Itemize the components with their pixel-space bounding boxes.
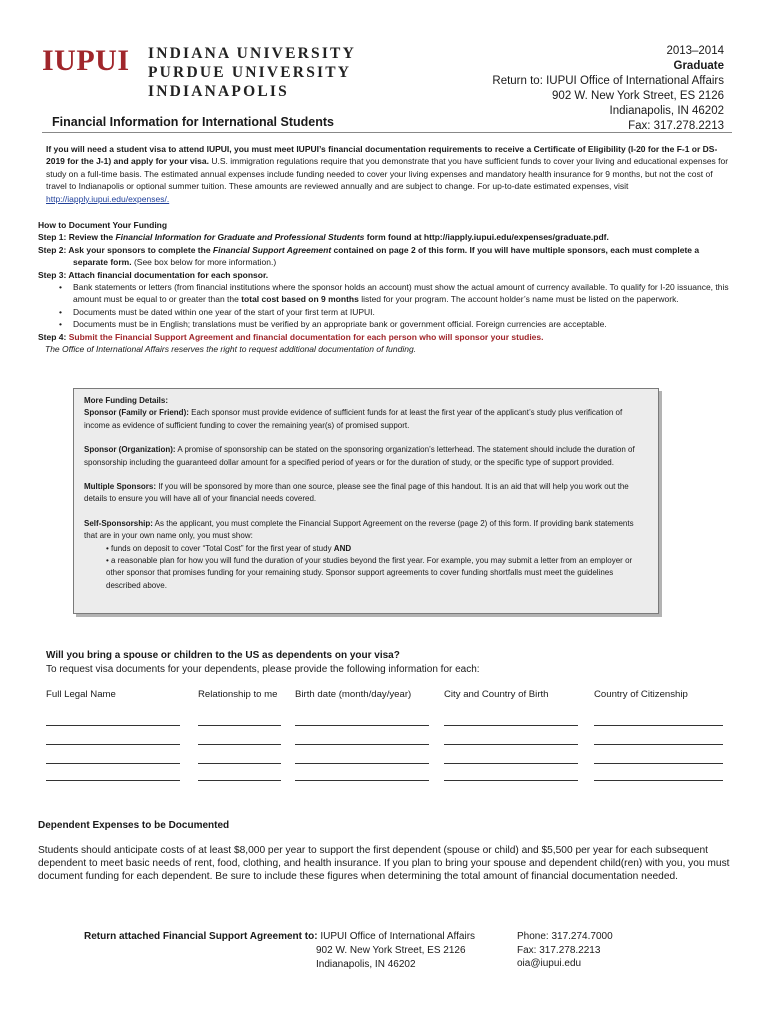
bullet-dated: • Documents must be dated within one year of the start of your first term at IUPUI. xyxy=(59,306,375,317)
col-full-legal-name: Full Legal Name xyxy=(46,689,116,700)
header-divider xyxy=(42,132,732,133)
col-birth-place: City and Country of Birth xyxy=(444,689,549,700)
step-2-continued xyxy=(38,256,732,268)
col-relationship: Relationship to me xyxy=(198,689,278,700)
multiple-sponsors-paragraph xyxy=(84,481,648,506)
return-label-bold: Return attached Financial Support Agreement to: xyxy=(84,931,318,942)
footer-phone: Phone: 317.274.7000 xyxy=(517,931,613,942)
self-sponsorship-label: Self-Sponsorship: xyxy=(84,518,153,528)
how-to-heading: How to Document Your Funding xyxy=(38,220,168,230)
org-sponsor-paragraph xyxy=(84,444,648,469)
box-heading: More Funding Details: xyxy=(84,396,168,405)
logo-line-1: INDIANA UNIVERSITY xyxy=(148,45,356,62)
university-name xyxy=(148,44,356,101)
intro-paragraph xyxy=(46,143,732,205)
family-sponsor-paragraph xyxy=(84,407,648,432)
dependent-2-name-field[interactable] xyxy=(46,744,180,745)
page-title: Financial Information for International Students xyxy=(52,115,334,129)
footer-fax: Fax: 317.278.2213 xyxy=(517,944,601,956)
dependent-1-name-field[interactable] xyxy=(46,725,180,726)
dependent-4-birthplace-field[interactable] xyxy=(444,780,578,781)
footer-street: 902 W. New York Street, ES 2126 xyxy=(316,945,466,956)
step-2-text-b: contained on page 2 of this form. If you will have multiple sponsors, each must complete a xyxy=(331,244,700,255)
bullet-2-text: Documents must be dated within one year of the start of your first term at IUPUI. xyxy=(73,306,375,317)
step-4 xyxy=(38,331,732,343)
dependents-instruction: To request visa documents for your dependents, please provide the following information for each: xyxy=(46,664,480,675)
footer-contact xyxy=(517,930,613,971)
bullet-1-bold: total cost based on 9 months xyxy=(241,294,359,305)
return-street: 902 W. New York Street, ES 2126 xyxy=(552,90,724,102)
intro-text: U.S. immigration regulations require that you demonstrate that you have sufficient funds to cover your living and educational expenses for study on a full-time basis. The estimated annual expenses include funding needed to cover your living expenses and mandatory health insurance for 9 months, but not the cost of travel to Indianapolis or optional summer tuition. These amounts are reviewed annually and are subject to change. For up-to-date estimated expenses, visit xyxy=(46,156,729,192)
col-birth-date: Birth date (month/day/year) xyxy=(295,689,412,700)
footer-address xyxy=(316,944,466,971)
dependent-4-birthdate-field[interactable] xyxy=(295,780,429,781)
dependent-2-citizenship-field[interactable] xyxy=(594,744,723,745)
step-2 xyxy=(38,244,732,256)
intro-bold: If you will need a student visa to attend IUPUI, you must meet IUPUI’s financial documentation requirements to receive a Certificate of Eligibility (I-20 for the F-1 or DS-2019 for the J-1) and apply for your visa. xyxy=(46,144,718,167)
bullet-1-text-a: Bank statements or letters (from financial institutions where the sponsor holds an account) must show the actual amount of currency available. To qualify for I-20 issuance, this amount must be equal to or greater than the xyxy=(73,282,729,305)
dependent-3-birthdate-field[interactable] xyxy=(295,763,429,764)
dependent-4-relationship-field[interactable] xyxy=(198,780,281,781)
self-sponsorship-paragraph xyxy=(84,518,648,543)
dependent-3-birthplace-field[interactable] xyxy=(444,763,578,764)
step-2-text-a: Ask your sponsors to complete the xyxy=(66,244,213,255)
step-1 xyxy=(38,231,732,243)
return-city: Indianapolis, IN 46202 xyxy=(609,105,724,117)
family-sponsor-text: Each sponsor must provide evidence of sufficient funds for at least the first year of the applicant’s study plus verification of income as evidence of sufficient funding to cover the remaining year(s) of promised support. xyxy=(84,408,623,430)
self-bullet-1 xyxy=(84,543,648,555)
dependents-question: Will you bring a spouse or children to the US as dependents on your visa? xyxy=(46,650,400,661)
return-office: IUPUI Office of International Affairs xyxy=(317,931,476,942)
step-3-text: Attach financial documentation for each sponsor. xyxy=(66,269,269,280)
dependent-2-relationship-field[interactable] xyxy=(198,744,281,745)
bullet-3-text: Documents must be in English; translations must be verified by an appropriate bank or government official. Foreign currencies are acceptable. xyxy=(73,319,607,330)
self-sponsorship-text: As the applicant, you must complete the Financial Support Agreement on the reverse (page 2) of this form. If providing bank statements that are in your own name only, you must show: xyxy=(84,518,634,541)
step-1-text-a: Review the xyxy=(66,232,116,243)
org-sponsor-label: Sponsor (Organization): xyxy=(84,445,176,455)
self-bullet-1-and: AND xyxy=(333,543,352,553)
dependent-2-birthplace-field[interactable] xyxy=(444,744,578,745)
return-address-block xyxy=(492,44,724,134)
bullet-bank-statements: • Bank statements or letters (from financial institutions where the sponsor holds an account) must show the actual amount of currency available. To qualify for I-20 issuance, this amount must be equal to or greater than the total cost based on 9 months listed for your program. The account holder’s name must be listed on the paperwork. xyxy=(59,282,729,305)
dependent-3-relationship-field[interactable] xyxy=(198,763,281,764)
org-sponsor-text: A promise of sponsorship can be stated on the sponsoring organization’s letterhead. The statement should include the duration of sponsorship including the guaranteed dollar amount for a specified period of years or for the duration of study, or the specific type of support provided. xyxy=(84,445,635,467)
step-2-text-c: separate form. xyxy=(73,257,132,268)
logo-line-3: INDIANAPOLIS xyxy=(148,83,289,100)
dependent-2-birthdate-field[interactable] xyxy=(295,744,429,745)
step-2-text-d: (See box below for more information.) xyxy=(131,257,277,268)
logo-line-2: PURDUE UNIVERSITY xyxy=(148,64,352,81)
self-bullet-2: • a reasonable plan for how you will fund the duration of your studies beyond the first year. For example, you may submit a letter from an employer or other sponsor that promises funding for your remaining study. Sponsor support agreements to cover funding shortfalls must meet the guidelines described above. xyxy=(106,556,633,590)
dependent-4-citizenship-field[interactable] xyxy=(594,780,723,781)
academic-year: 2013–2014 xyxy=(666,45,724,57)
dependent-expenses-title: Dependent Expenses to be Documented xyxy=(38,820,230,831)
dependent-1-citizenship-field[interactable] xyxy=(594,725,723,726)
bullet-1-text-b: listed for your program. The account holder’s name must be listed on the paperwork. xyxy=(358,294,679,305)
step-1-form-name: Financial Information for Graduate and Professional Students xyxy=(115,232,365,243)
multiple-sponsors-label: Multiple Sponsors: xyxy=(84,482,156,492)
step-3-label: Step 3: xyxy=(38,269,67,280)
dependent-1-relationship-field[interactable] xyxy=(198,725,281,726)
footer-city: Indianapolis, IN 46202 xyxy=(316,958,416,970)
dependent-expenses-text: Students should anticipate costs of at least $8,000 per year to support the first dependent (spouse or child) and $5,500 per year for each subsequent dependent to meet basic needs of rent, food, clothing, and health insurance. If you plan to bring your spouse and dependent child(ren) with you, you must document funding for each dependent. Be sure to include these figures when determining the total amount of financial documentation needed. xyxy=(38,845,730,882)
col-citizenship: Country of Citizenship xyxy=(594,689,688,700)
dependent-1-birthdate-field[interactable] xyxy=(295,725,429,726)
expenses-link[interactable]: http://iapply.iupui.edu/expenses/. xyxy=(46,193,170,204)
return-to: Return to: IUPUI Office of International Affairs xyxy=(492,75,724,87)
bullet-english: • Documents must be in English; translations must be verified by an appropriate bank or government official. Foreign currencies are acceptable. xyxy=(59,319,607,330)
dependent-3-citizenship-field[interactable] xyxy=(594,763,723,764)
step-4-text: Submit the Financial Support Agreement and financial documentation for each person who will sponsor your studies. xyxy=(66,331,544,342)
multiple-sponsors-text: If you will be sponsored by more than one source, please see the final page of this handout. It is an aid that will help you work out the details to ensure you will have all of your financial needs covered. xyxy=(84,482,629,504)
iupui-logo-mark: IUPUI xyxy=(42,44,130,77)
funding-details-box xyxy=(73,388,659,614)
step-1-text-b: form found at http://iapply.iupui.edu/expenses/graduate.pdf. xyxy=(364,232,609,243)
step-1-label: Step 1: xyxy=(38,232,67,243)
self-bullet-1-text: • funds on deposit to cover “Total Cost” for the first year of study xyxy=(106,543,334,553)
dependent-4-name-field[interactable] xyxy=(46,780,180,781)
step-2-form-name: Financial Support Agreement xyxy=(212,244,332,255)
dependent-1-birthplace-field[interactable] xyxy=(444,725,578,726)
oia-note: The Office of International Affairs reserves the right to request additional documentation of funding. xyxy=(45,344,417,355)
how-to-section xyxy=(38,219,732,355)
footer-email[interactable]: oia@iupui.edu xyxy=(517,958,582,970)
return-agreement-label xyxy=(84,930,475,944)
step-4-label: Step 4: xyxy=(38,331,67,342)
dependent-3-name-field[interactable] xyxy=(46,763,180,764)
step-3 xyxy=(38,269,732,281)
step-2-label: Step 2: xyxy=(38,244,67,255)
family-sponsor-label: Sponsor (Family or Friend): xyxy=(84,408,189,418)
program-level: Graduate xyxy=(673,60,724,72)
return-fax: Fax: 317.278.2213 xyxy=(628,120,724,132)
